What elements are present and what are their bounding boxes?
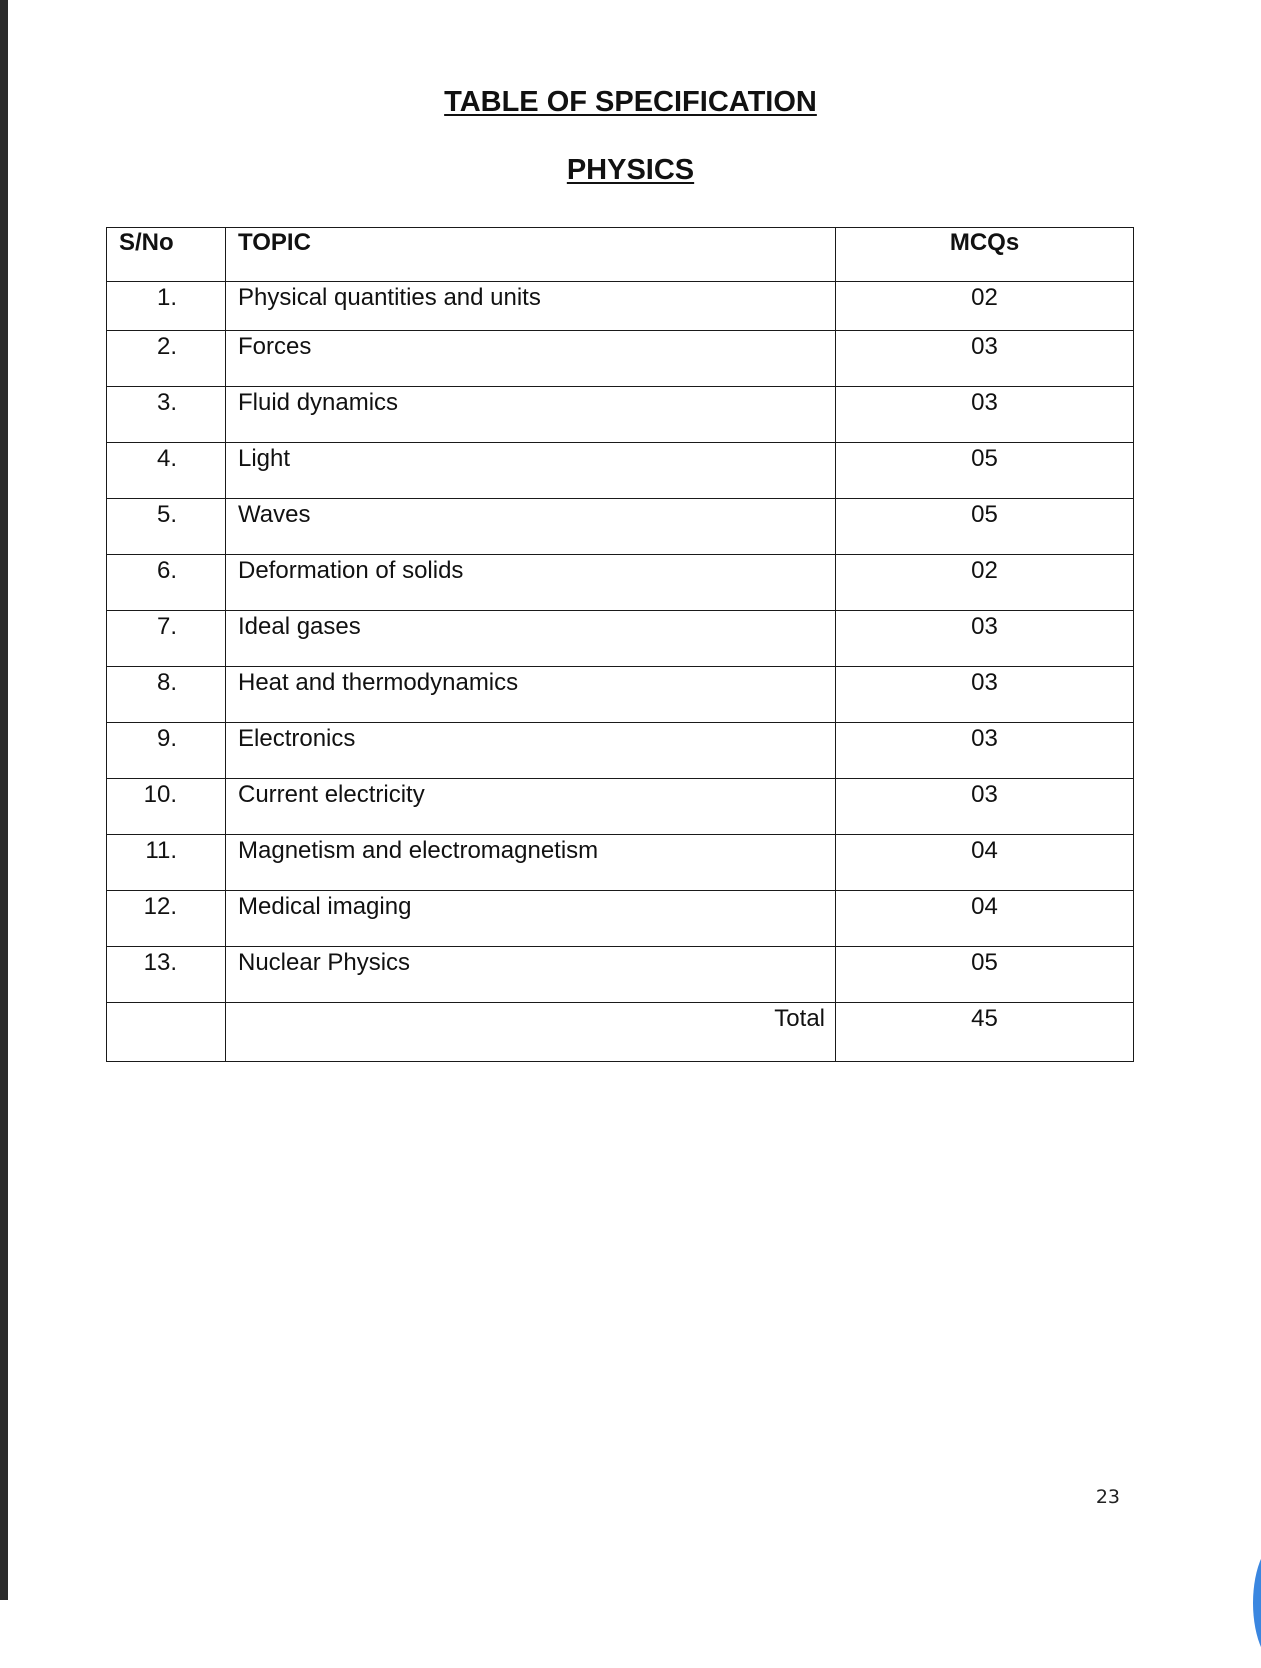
row-topic: Heat and thermodynamics: [226, 667, 836, 723]
page-title: TABLE OF SPECIFICATION: [444, 86, 817, 118]
row-topic: Medical imaging: [226, 891, 836, 947]
table-row: [107, 499, 1134, 555]
table-header-row: [107, 228, 1134, 282]
total-empty-cell: [107, 1003, 226, 1062]
table-row: [107, 723, 1134, 779]
row-topic: Waves: [226, 499, 836, 555]
row-sn: 5.: [107, 499, 226, 555]
page-subtitle: PHYSICS: [566, 154, 695, 186]
row-topic: Forces: [226, 331, 836, 387]
row-topic: Current electricity: [226, 779, 836, 835]
specification-table: [106, 227, 1134, 1062]
table-row: [107, 947, 1134, 1003]
left-edge-bar: [0, 0, 8, 1600]
blue-scroll-indicator: [1253, 1538, 1261, 1668]
row-sn: 11.: [107, 835, 226, 891]
row-topic: Nuclear Physics: [226, 947, 836, 1003]
row-mcqs: 05: [836, 499, 1134, 555]
row-sn: 8.: [107, 667, 226, 723]
table-row: [107, 331, 1134, 387]
total-label: Total: [226, 1003, 836, 1062]
row-mcqs: 04: [836, 891, 1134, 947]
table-row: [107, 667, 1134, 723]
table-row: [107, 555, 1134, 611]
header-topic: TOPIC: [226, 228, 836, 282]
header-sn: S/No: [107, 228, 226, 282]
row-mcqs: 03: [836, 779, 1134, 835]
row-sn: 1.: [107, 282, 226, 331]
row-sn: 10.: [107, 779, 226, 835]
row-topic: Deformation of solids: [226, 555, 836, 611]
row-mcqs: 05: [836, 947, 1134, 1003]
row-sn: 7.: [107, 611, 226, 667]
table-row: [107, 443, 1134, 499]
table-row: [107, 282, 1134, 331]
table-row: [107, 891, 1134, 947]
row-mcqs: 05: [836, 443, 1134, 499]
row-mcqs: 02: [836, 282, 1134, 331]
row-topic: Electronics: [226, 723, 836, 779]
row-topic: Fluid dynamics: [226, 387, 836, 443]
row-mcqs: 03: [836, 387, 1134, 443]
row-mcqs: 04: [836, 835, 1134, 891]
row-sn: 3.: [107, 387, 226, 443]
table-row: [107, 387, 1134, 443]
row-topic: Magnetism and electromagnetism: [226, 835, 836, 891]
row-sn: 13.: [107, 947, 226, 1003]
row-topic: Ideal gases: [226, 611, 836, 667]
row-mcqs: 03: [836, 667, 1134, 723]
row-sn: 2.: [107, 331, 226, 387]
table-row: [107, 835, 1134, 891]
total-row: [107, 1003, 1134, 1062]
row-sn: 9.: [107, 723, 226, 779]
row-sn: 12.: [107, 891, 226, 947]
row-mcqs: 03: [836, 723, 1134, 779]
row-topic: Light: [226, 443, 836, 499]
row-mcqs: 03: [836, 611, 1134, 667]
row-sn: 4.: [107, 443, 226, 499]
table-row: [107, 779, 1134, 835]
header-mcqs: MCQs: [836, 228, 1134, 282]
row-mcqs: 02: [836, 555, 1134, 611]
row-mcqs: 03: [836, 331, 1134, 387]
row-sn: 6.: [107, 555, 226, 611]
total-value: 45: [836, 1003, 1134, 1062]
row-topic: Physical quantities and units: [226, 282, 836, 331]
table-row: [107, 611, 1134, 667]
page-number: 23: [1095, 1486, 1120, 1508]
